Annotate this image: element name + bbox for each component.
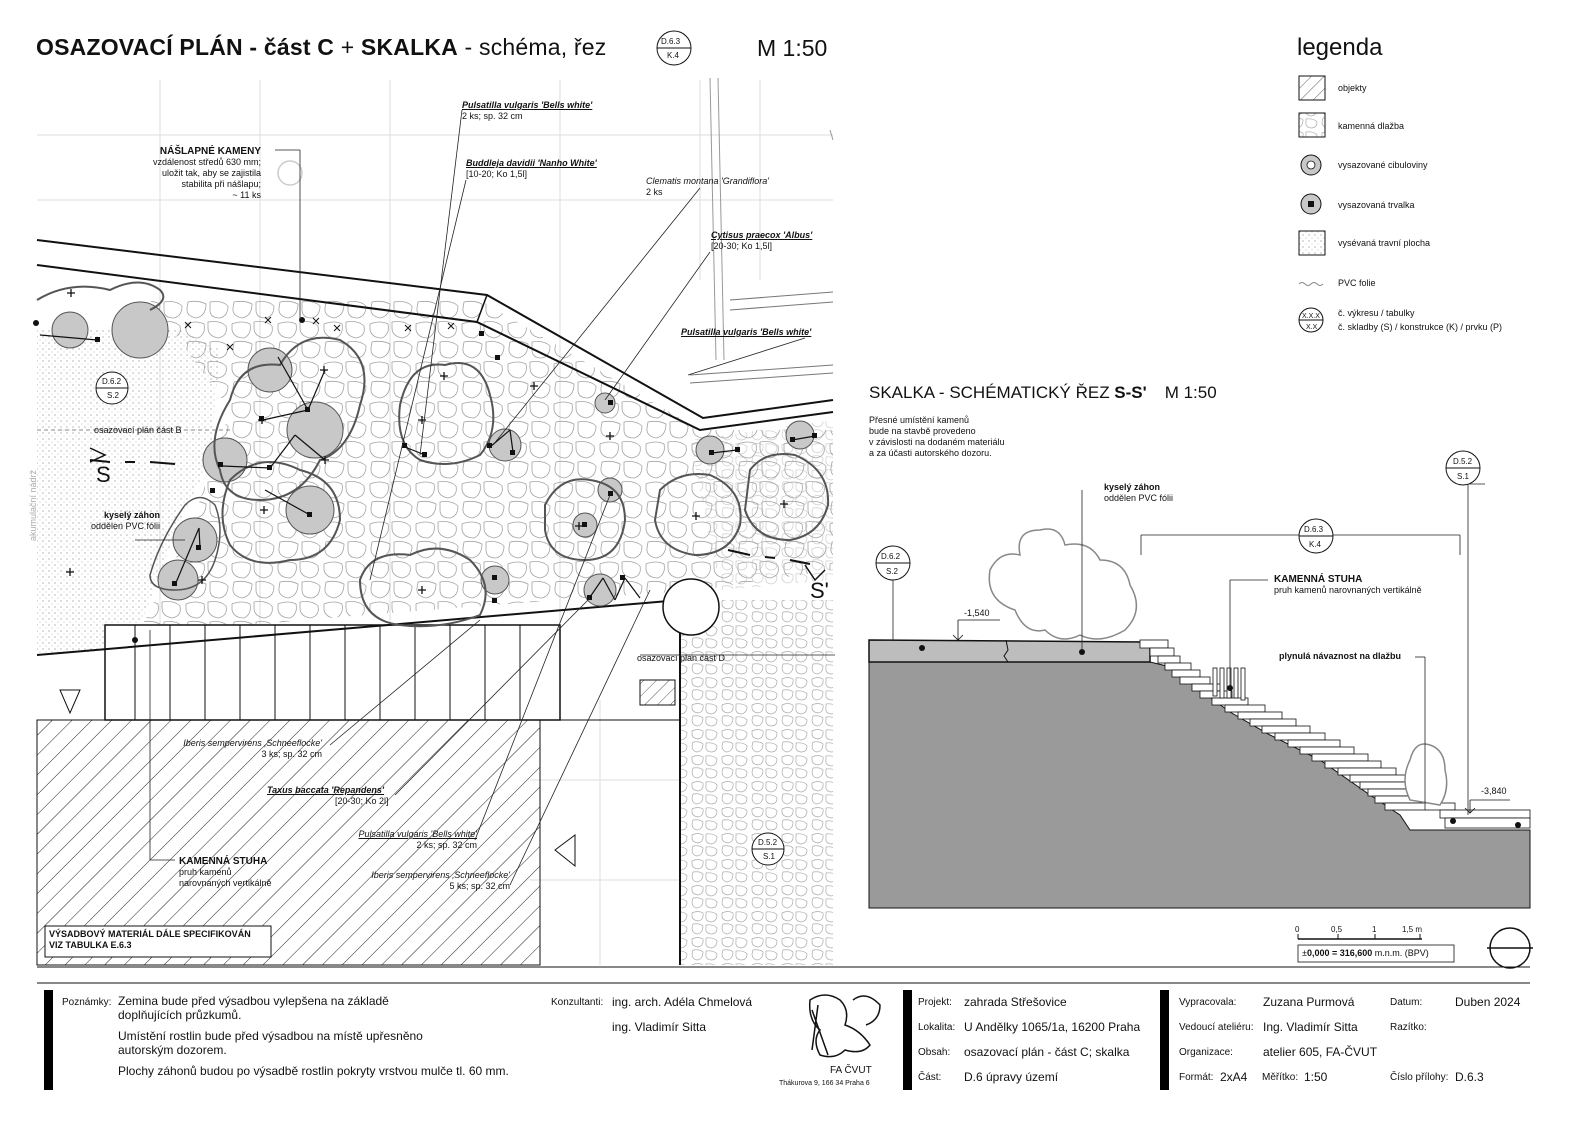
plant-name: Cytisus praecox 'Albus'	[711, 230, 813, 240]
plant-label-iberis-1	[160, 738, 322, 760]
title-plus: +	[334, 34, 361, 60]
pvc-foil-icon	[1299, 283, 1323, 286]
konzultanti-label: Konzultanti:	[551, 997, 604, 1008]
projekt-value: zahrada Střešovice	[964, 995, 1067, 1009]
legend-item-kamenna-dlazba: kamenná dlažba	[1338, 121, 1405, 131]
plant-label-pulsatilla-1	[462, 100, 592, 122]
legend-item-pvc-folie: PVC folie	[1338, 278, 1376, 288]
kysely-title: kyselý záhon	[1104, 482, 1161, 492]
meritko-label: Měřítko:	[1262, 1072, 1299, 1083]
material-box	[49, 929, 251, 951]
scale-tick-05: 0,5	[1331, 925, 1343, 934]
lawn-icon	[1299, 231, 1325, 255]
fa-cvut-lion-logo	[810, 995, 880, 1057]
datum-label	[1302, 948, 1429, 959]
school-name: FA ČVUT	[830, 1065, 872, 1076]
title-bold: OSAZOVACÍ PLÁN	[36, 34, 243, 60]
plant-name: Iberis sempervirens ‚Schneeflocke'	[183, 738, 322, 748]
poznamka-line: Umístění rostlin bude před výsadbou na místě upřesněno	[118, 1029, 423, 1043]
plant-label-cytisus	[711, 230, 812, 252]
obsah-label: Obsah:	[918, 1047, 951, 1058]
poznamka-line: autorským dozorem.	[118, 1043, 227, 1057]
konzultant-1: ing. arch. Adéla Chmelová	[612, 995, 753, 1009]
legend-item-travni-plocha: vysévaná travní plocha	[1338, 238, 1431, 248]
plant-label-clematis	[646, 176, 769, 198]
perennial-icon	[1301, 194, 1321, 214]
level-bottom-label: -3,840	[1481, 786, 1507, 796]
vypracovala-value: Zuzana Purmová	[1263, 995, 1355, 1009]
section-mark-s2: S'	[810, 578, 829, 603]
kysely-zahon-label	[80, 510, 160, 532]
section-title-ss: S-S'	[1114, 383, 1147, 402]
legend-icons	[1299, 76, 1325, 332]
datum-value: 0,000 = 316,600	[1306, 948, 1373, 958]
cast-label: Část:	[918, 1072, 942, 1083]
plant-name: Taxus baccata 'Repandens'	[267, 785, 384, 795]
plan-ref-d62-bottom: S.2	[107, 391, 120, 400]
naslapne-line: uložit tak, aby se zajistila	[161, 168, 261, 178]
plant-name: Pulsatilla vulgaris 'Bells white'	[681, 327, 812, 337]
section-ref-d52-top: D.5.2	[1453, 457, 1473, 466]
konzultant-2: ing. Vladimír Sitta	[612, 1020, 707, 1034]
header-ref-bottom: K.4	[667, 51, 680, 60]
stuha-title: KAMENNÁ STUHA	[179, 856, 268, 867]
naslapne-line: ~ 11 ks	[232, 190, 261, 200]
section-kysely-label	[1104, 482, 1173, 504]
poznamky-label: Poznámky:	[62, 997, 112, 1008]
stuha-detail: pruh kamenů narovnaných vertikálně	[1274, 585, 1422, 595]
section-note-line: v závislosti na dodaném materiálu	[869, 437, 1005, 447]
projekt-label: Projekt:	[918, 997, 952, 1008]
title-skalka: SKALKA	[360, 34, 458, 60]
section-note-line: bude na stavbě provedeno	[869, 426, 976, 436]
datum-prefix: ±	[1302, 948, 1307, 958]
section-title-text: SKALKA - SCHÉMATICKÝ ŘEZ	[869, 383, 1115, 402]
razitko-label: Razítko:	[1390, 1022, 1427, 1033]
plant-detail: 2 ks; sp. 32 cm	[462, 111, 523, 121]
legend-item-objekty: objekty	[1338, 83, 1367, 93]
section-ref-d52-bottom: S.1	[1457, 472, 1470, 481]
datum-suffix: m.n.m. (BPV)	[1372, 948, 1429, 958]
poznamka-line: Plochy záhonů budou po výsadbě rostlin pokryty vrstvou mulče tl. 60 mm.	[118, 1064, 509, 1078]
plant-detail: [10-20; Ko 1,5l]	[466, 169, 528, 179]
section-ref-d63-bottom: K.4	[1309, 540, 1322, 549]
scale-tick-1: 1	[1372, 925, 1377, 934]
naslapne-title: NÁŠLAPNÉ KAMENY	[159, 146, 261, 157]
naslapne-line: vzdálenost středů 630 mm;	[152, 157, 261, 167]
header-ref-top: D.6.3	[661, 37, 681, 46]
plant-detail: 2 ks	[646, 187, 663, 197]
obsah-value: osazovací plán - část C; skalka	[964, 1045, 1130, 1059]
vedouci-value: Ing. Vladimír Sitta	[1263, 1020, 1358, 1034]
priloha-value: D.6.3	[1455, 1070, 1484, 1084]
school-address: Thákurova 9, 166 34 Praha 6	[779, 1080, 870, 1087]
legend-ref-bottom: X.X	[1306, 324, 1318, 331]
stone-paving-icon	[1299, 113, 1325, 137]
title-separator: -	[242, 34, 264, 60]
plant-name: Buddleja davidii 'Nanho White'	[466, 158, 597, 168]
plan-b-label: osazovací plán část B	[94, 425, 182, 435]
format-value: 2xA4	[1220, 1070, 1248, 1084]
scale-tick-15: 1,5 m	[1402, 925, 1423, 934]
plan-ref-d52-bottom: S.1	[763, 852, 776, 861]
section-ref-d63-top: D.6.3	[1304, 525, 1324, 534]
plant-label-pulsatilla-2	[681, 327, 811, 338]
plant-name: Pulsatilla vulgaris 'Bells white'	[358, 829, 477, 839]
title-rest: - schéma, řez	[457, 34, 607, 60]
section-stuha-label	[1274, 574, 1422, 596]
header-scale: M 1:50	[757, 35, 828, 61]
datum-tb-value: Duben 2024	[1455, 995, 1521, 1009]
plan-stuha-label	[179, 856, 272, 889]
navaznost-label: plynulá návaznost na dlažbu	[1279, 651, 1402, 661]
plant-detail: 5 ks; sp. 32 cm	[449, 881, 510, 891]
stuha-title: KAMENNÁ STUHA	[1274, 574, 1363, 585]
plant-name: Clematis montana 'Grandiflora'	[646, 176, 769, 186]
plant-label-buddleja	[466, 158, 597, 180]
lokalita-label: Lokalita:	[918, 1022, 956, 1033]
plan-ref-d52-top: D.5.2	[758, 838, 778, 847]
objekty-icon	[1299, 76, 1325, 100]
naslapne-kameny-label	[140, 146, 261, 201]
section-title	[869, 383, 1217, 403]
plant-name: Iberis sempervirens ‚Schneeflocke'	[371, 870, 510, 880]
section-note-line: a za účasti autorského dozoru.	[869, 448, 992, 458]
level-top-label: -1,540	[964, 608, 990, 618]
organizace-label: Organizace:	[1179, 1047, 1233, 1058]
poznamky-text	[118, 994, 509, 1078]
plant-label-pulsatilla-3	[336, 829, 477, 851]
legend-item-cibuloviny: vysazované cibuloviny	[1338, 160, 1428, 170]
section-ref-d62-bottom: S.2	[886, 567, 899, 576]
plant-detail: 3 ks; sp. 32 cm	[261, 749, 322, 759]
legend-item-skladba: č. skladby (S) / konstrukce (K) / prvku (P)	[1338, 322, 1503, 332]
organizace-value: atelier 605, FA-ČVUT	[1263, 1045, 1378, 1059]
plant-label-taxus	[267, 785, 389, 807]
vypracovala-label: Vypracovala:	[1179, 997, 1237, 1008]
plant-detail: [20-30; Ko 2l]	[335, 796, 389, 806]
material-line: VIZ TABULKA	[49, 940, 111, 950]
plant-label-iberis-2	[349, 870, 510, 892]
north-symbol-icon	[1487, 928, 1533, 968]
naslapne-line: stabilita při nášlapu;	[181, 179, 261, 189]
section-mark-s: S	[96, 462, 111, 487]
scale-tick-0: 0	[1295, 925, 1300, 934]
material-line: VÝSADBOVÝ MATERIÁL DÁLE SPECIFIKOVÁN	[49, 929, 251, 939]
plant-detail: 2 ks; sp. 32 cm	[416, 840, 477, 850]
poznamka-line: Zemina bude před výsadbou vylepšena na základě	[118, 994, 389, 1008]
bulb-icon	[1301, 155, 1321, 175]
legend-ref-top: X.X.X	[1302, 313, 1320, 320]
section-note	[869, 415, 1005, 459]
plan-d-label: osazovací plán část D	[637, 653, 726, 663]
meritko-value: 1:50	[1304, 1070, 1328, 1084]
kysely-title: kyselý záhon	[103, 510, 160, 520]
format-label: Formát:	[1179, 1072, 1214, 1083]
kysely-detail: oddělen PVC fólii	[90, 521, 160, 531]
legend-item-vykres: č. výkresu / tabulky	[1338, 308, 1415, 318]
section-note-line: Přesné umístění kamenů	[869, 415, 970, 425]
title-part: část C	[263, 34, 335, 60]
vedouci-label: Vedoucí ateliéru:	[1179, 1022, 1254, 1033]
plant-detail: [20-30; Ko 1,5l]	[711, 241, 773, 251]
plan-ref-d62-top: D.6.2	[102, 377, 122, 386]
lokalita-value: U Andělky 1065/1a, 16200 Praha	[964, 1020, 1141, 1034]
section-ref-d62-top: D.6.2	[881, 552, 901, 561]
kysely-detail: oddělen PVC fólii	[1104, 493, 1174, 503]
poznamka-line: doplňujících průzkumů.	[118, 1008, 242, 1022]
stuha-line: pruh kamenů	[179, 867, 232, 877]
datum-tb-label: Datum:	[1390, 997, 1423, 1008]
priloha-label: Číslo přílohy:	[1390, 1072, 1449, 1083]
legend-item-trvalka: vysazovaná trvalka	[1338, 200, 1415, 210]
section-title-scale: M 1:50	[1164, 383, 1217, 402]
section-ref-bubbles	[876, 451, 1480, 580]
legend-title: legenda	[1297, 34, 1383, 61]
material-ref: E.6.3	[110, 940, 132, 950]
plant-name: Pulsatilla vulgaris 'Bells white'	[462, 100, 593, 110]
akumulacni-nadrz-label: akumulační nádrž	[28, 469, 39, 542]
drawing-title	[36, 34, 606, 61]
cast-value: D.6 úpravy území	[964, 1070, 1059, 1084]
stuha-line: narovnaných vertikálně	[179, 878, 272, 888]
